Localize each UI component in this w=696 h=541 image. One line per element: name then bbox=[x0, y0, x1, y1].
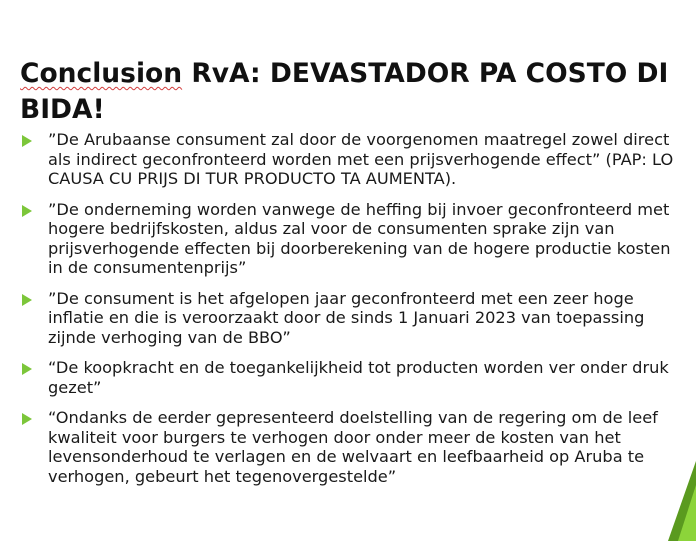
title-text: RvA: DEVASTADOR PA COSTO DI BIDA! bbox=[20, 58, 669, 125]
bullet-arrow-icon bbox=[22, 135, 32, 147]
bullet-list bbox=[22, 130, 690, 497]
bullet-item-2 bbox=[22, 200, 690, 278]
bullet-arrow-icon bbox=[22, 363, 32, 375]
bullet-item-1 bbox=[22, 130, 690, 189]
bullet-arrow-icon bbox=[22, 413, 32, 425]
bullet-item-5 bbox=[22, 408, 690, 486]
bullet-item-3 bbox=[22, 289, 690, 348]
slide-title bbox=[20, 56, 690, 128]
corner-accent-light bbox=[678, 485, 696, 541]
bullet-text-4: “De koopkracht en de toegankelijkheid tot producten worden ver onder druk gezet” bbox=[48, 358, 669, 397]
bullet-text-2: ”De onderneming worden vanwege de heffing bij invoer geconfronteerd met hogere bedrijfskosten, aldus zal voor de consumenten sprake zijn van prijsverhogende effecten bij doorberekening van de hogere productie kosten in de consumentenprijs” bbox=[48, 199, 671, 277]
bullet-text-3: ”De consument is het afgelopen jaar geconfronteerd met een zeer hoge inflatie en die is veroorzaakt door de sinds 1 Januari 2023 van toepassing zijnde verhoging van de BBO” bbox=[48, 288, 645, 347]
title-spellcheck-word: Conclusion bbox=[20, 58, 183, 89]
bullet-arrow-icon bbox=[22, 205, 32, 217]
bullet-text-5: “Ondanks de eerder gepresenteerd doelstelling van de regering om de leef kwaliteit voor burgers te verhogen door onder meer de kosten van het levensonderhoud te verlagen en de welvaart en leefbaarheid op Aruba te verhogen, gebeurt het tegenovergestelde” bbox=[48, 408, 658, 486]
bullet-text-1: ”De Arubaanse consument zal door de voorgenomen maatregel zowel direct als indirect geconfronteerd worden met een prijsverhogende effect” (PAP: LO CAUSA CU PRIJS DI TUR PRODUCTO TA AUMENTA). bbox=[48, 130, 674, 188]
bullet-item-4 bbox=[22, 358, 690, 397]
bullet-arrow-icon bbox=[22, 294, 32, 306]
